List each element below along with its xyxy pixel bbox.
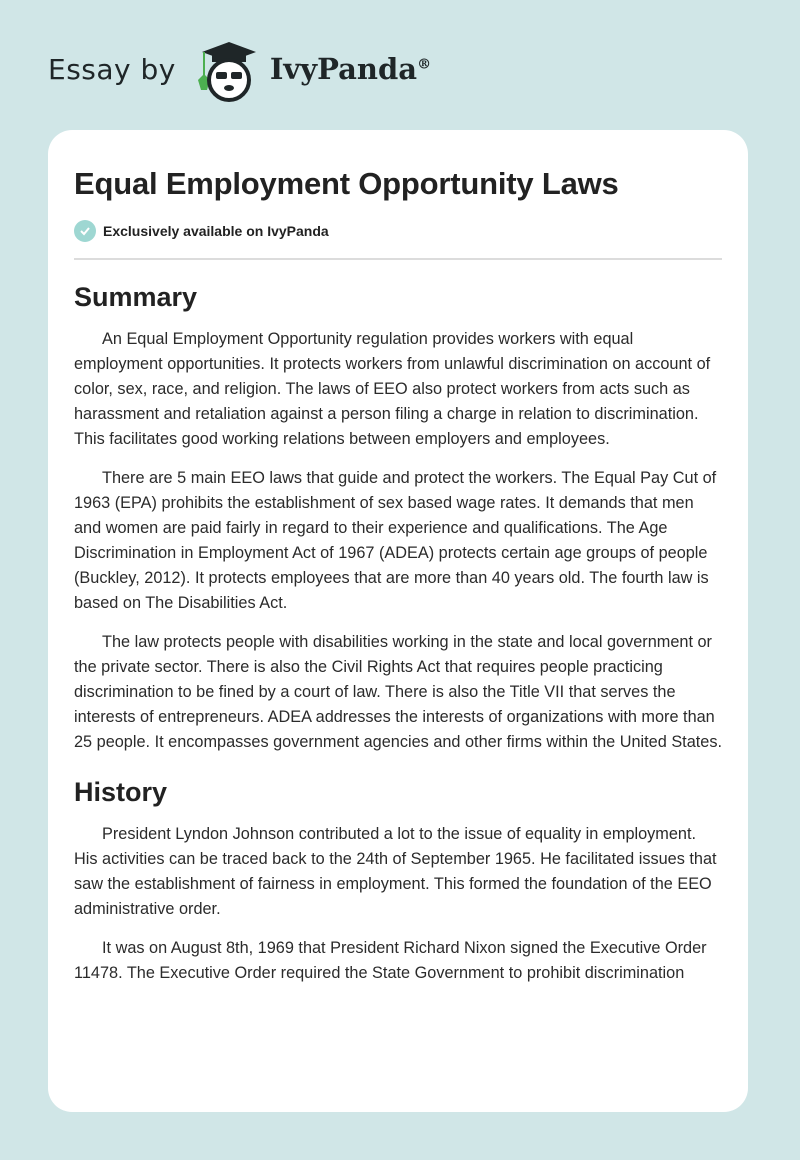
brand-name[interactable] xyxy=(270,52,431,86)
essay-by-label: Essay by xyxy=(48,52,176,86)
section-heading: History xyxy=(74,777,168,807)
exclusive-badge xyxy=(74,220,722,242)
check-icon xyxy=(74,220,96,242)
registered-mark: ® xyxy=(417,56,432,73)
section-heading: Summary xyxy=(74,282,198,312)
paragraph: It was on August 8th, 1969 that President Richard Nixon signed the Executive Order 11478. The Executive Order required the State Government to prohibit discrimination xyxy=(74,939,707,982)
paragraph: An Equal Employment Opportunity regulation provides workers with equal employment opportunities. It protects workers from unlawful discrimination on account of color, sex, race, and religion. The laws of EEO also protect workers from acts such as harassment and retaliation against a person filing a charge in relation to discrimination. This facilitates good working relations between employers and employees. xyxy=(74,330,711,448)
site-header xyxy=(48,34,431,104)
brand-text: IvyPanda xyxy=(269,52,418,86)
page-title: Equal Employment Opportunity Laws xyxy=(74,166,619,201)
ivypanda-logo-icon[interactable] xyxy=(194,34,260,104)
paragraph: The law protects people with disabilities working in the state and local government or the private sector. There is also the Civil Rights Act that requires people practicing discrimination to be fined by a court of law. There is also the Title VII that serves the interests of entrepreneurs. ADEA addresses the interests of organizations with more than 25 people. It encompasses government agencies and other firms within the United States. xyxy=(74,633,722,751)
paragraph: President Lyndon Johnson contributed a lot to the issue of equality in employment. His activities can be traced back to the 24th of September 1965. He facilitated issues that saw the establishment of fairness in employment. This formed the foundation of the EEO administrative order. xyxy=(74,825,717,918)
paragraph: There are 5 main EEO laws that guide and protect the workers. The Equal Pay Cut of 1963 (EPA) prohibits the establishment of sex based wage rates. It demands that men and women are paid fairly in regard to their experience and qualifications. The Age Discrimination in Employment Act of 1967 (ADEA) protects certain age groups of people (Buckley, 2012). It protects employees that are more than 40 years old. The fourth law is based on The Disabilities Act. xyxy=(74,469,717,612)
divider xyxy=(74,258,722,260)
exclusive-text: Exclusively available on IvyPanda xyxy=(103,223,329,239)
essay-card xyxy=(48,130,748,1112)
